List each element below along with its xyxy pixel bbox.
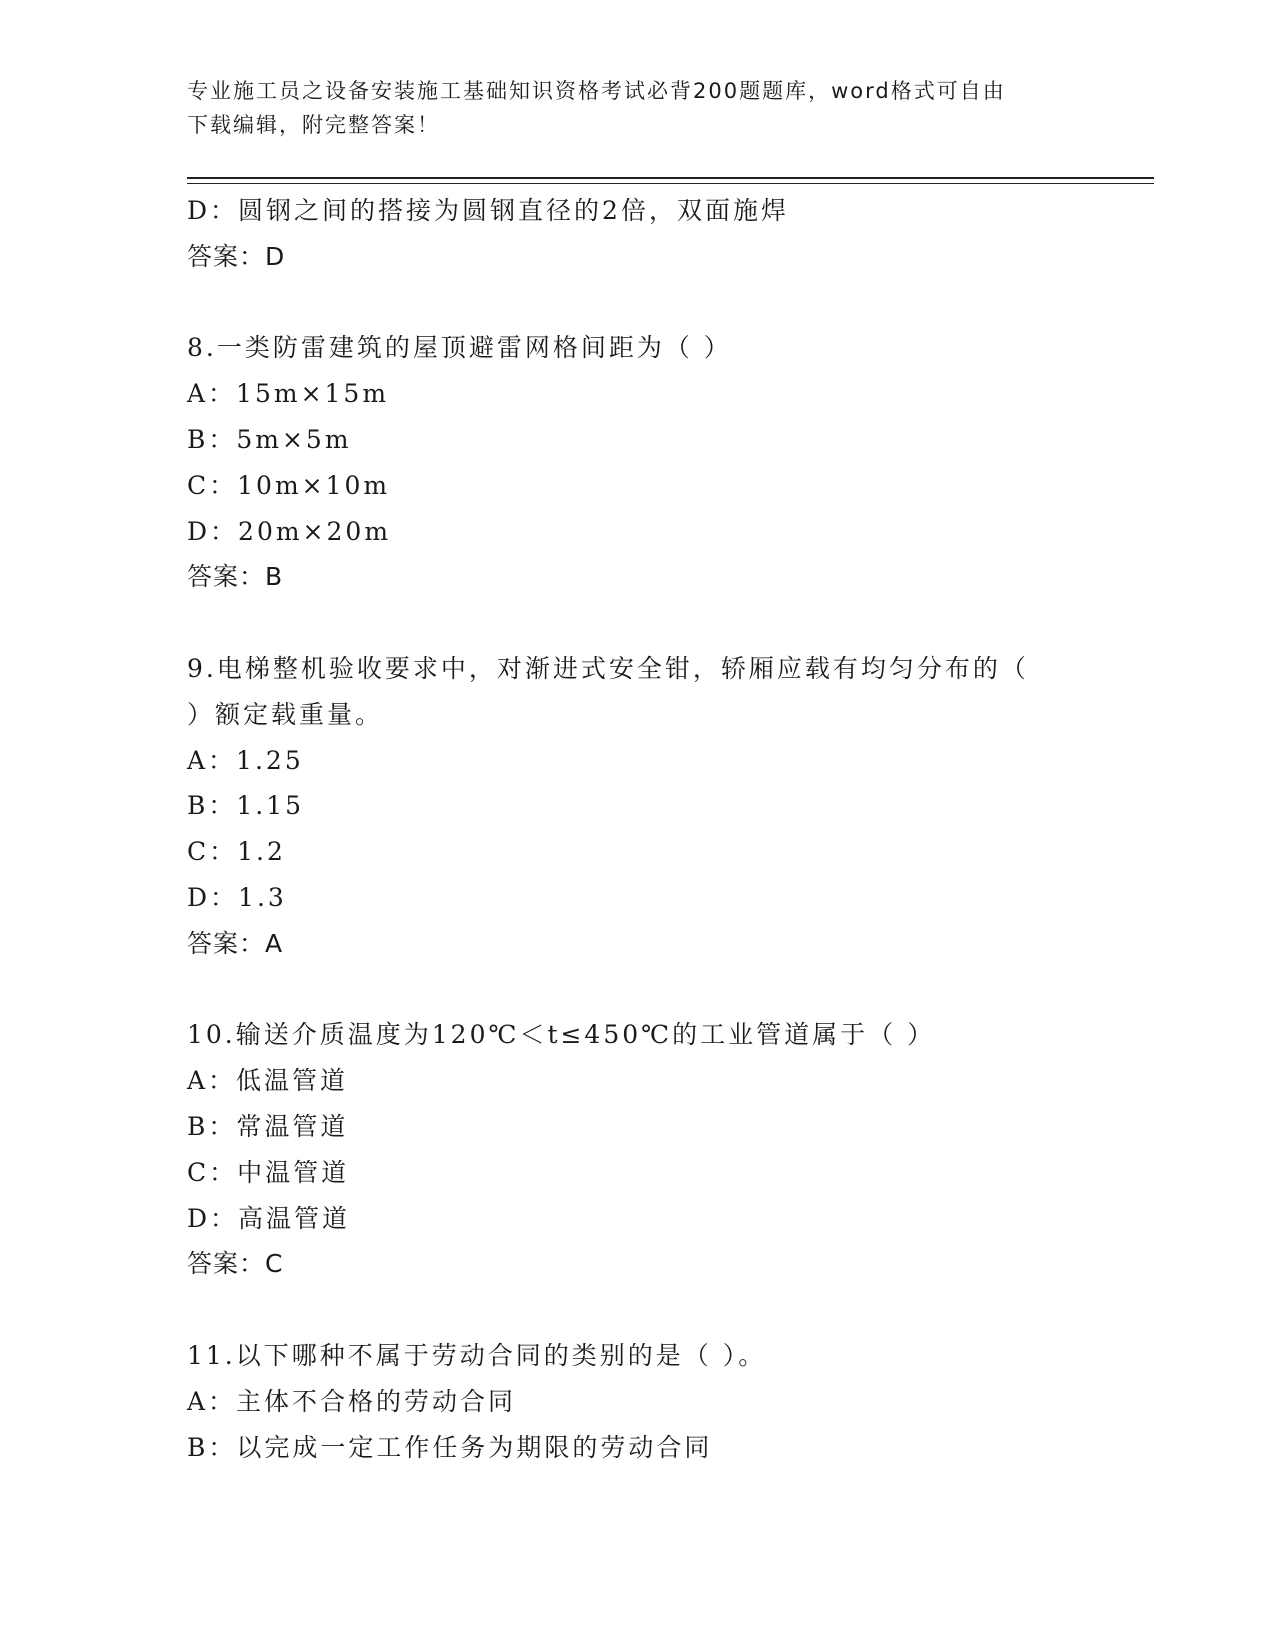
- option-d: D：20m×20m: [187, 516, 392, 546]
- question-text-line-1: 9.电梯整机验收要求中，对渐进式安全钳，轿厢应载有均匀分布的（: [187, 653, 1029, 683]
- spacer: [187, 1287, 1087, 1333]
- option-c: C：中温管道: [187, 1157, 350, 1187]
- document-header: [187, 74, 1067, 142]
- option-a: A：低温管道: [187, 1066, 349, 1096]
- question-7-tail: [187, 188, 1087, 280]
- question-text: 10.输送介质温度为120℃＜t≤450℃的工业管道属于（ ）: [187, 1020, 936, 1050]
- answer-line: 答案：A: [187, 928, 284, 958]
- question-text-line-2: ）额定载重量。: [187, 699, 384, 729]
- question-text: 11.以下哪种不属于劳动合同的类别的是（ ）。: [187, 1340, 767, 1370]
- option-d: D：1.3: [187, 882, 287, 912]
- answer-line: 答案：D: [187, 241, 286, 271]
- header-divider-thick: [187, 177, 1154, 179]
- question-8: [187, 325, 1087, 600]
- spacer: [187, 280, 1087, 326]
- option-a: A：1.25: [187, 745, 304, 775]
- question-list: [187, 188, 1087, 1470]
- question-9: [187, 646, 1087, 967]
- option-a: A：15m×15m: [187, 379, 390, 409]
- answer-line: 答案：C: [187, 1249, 284, 1279]
- header-line-2: 下载编辑，附完整答案！: [187, 113, 440, 137]
- option-b: B：以完成一定工作任务为期限的劳动合同: [187, 1432, 713, 1462]
- spacer: [187, 967, 1087, 1013]
- header-line-1: 专业施工员之设备安装施工基础知识资格考试必背200题题库，word格式可自由: [187, 79, 1006, 103]
- option-c: C：1.2: [187, 837, 286, 867]
- option-a: A：主体不合格的劳动合同: [187, 1386, 517, 1416]
- option-c: C：10m×10m: [187, 470, 391, 500]
- spacer: [187, 600, 1087, 646]
- answer-line: 答案：B: [187, 562, 284, 592]
- question-11: [187, 1333, 1087, 1470]
- option-b: B：常温管道: [187, 1111, 349, 1141]
- question-text: 8.一类防雷建筑的屋顶避雷网格间距为（ ）: [187, 333, 732, 363]
- option-d: D：圆钢之间的搭接为圆钢直径的2倍，双面施焊: [187, 196, 789, 225]
- option-d: D：高温管道: [187, 1203, 351, 1233]
- option-b: B：1.15: [187, 791, 305, 821]
- header-divider-thin: [187, 183, 1154, 184]
- option-b: B：5m×5m: [187, 424, 352, 454]
- question-10: [187, 1012, 1087, 1287]
